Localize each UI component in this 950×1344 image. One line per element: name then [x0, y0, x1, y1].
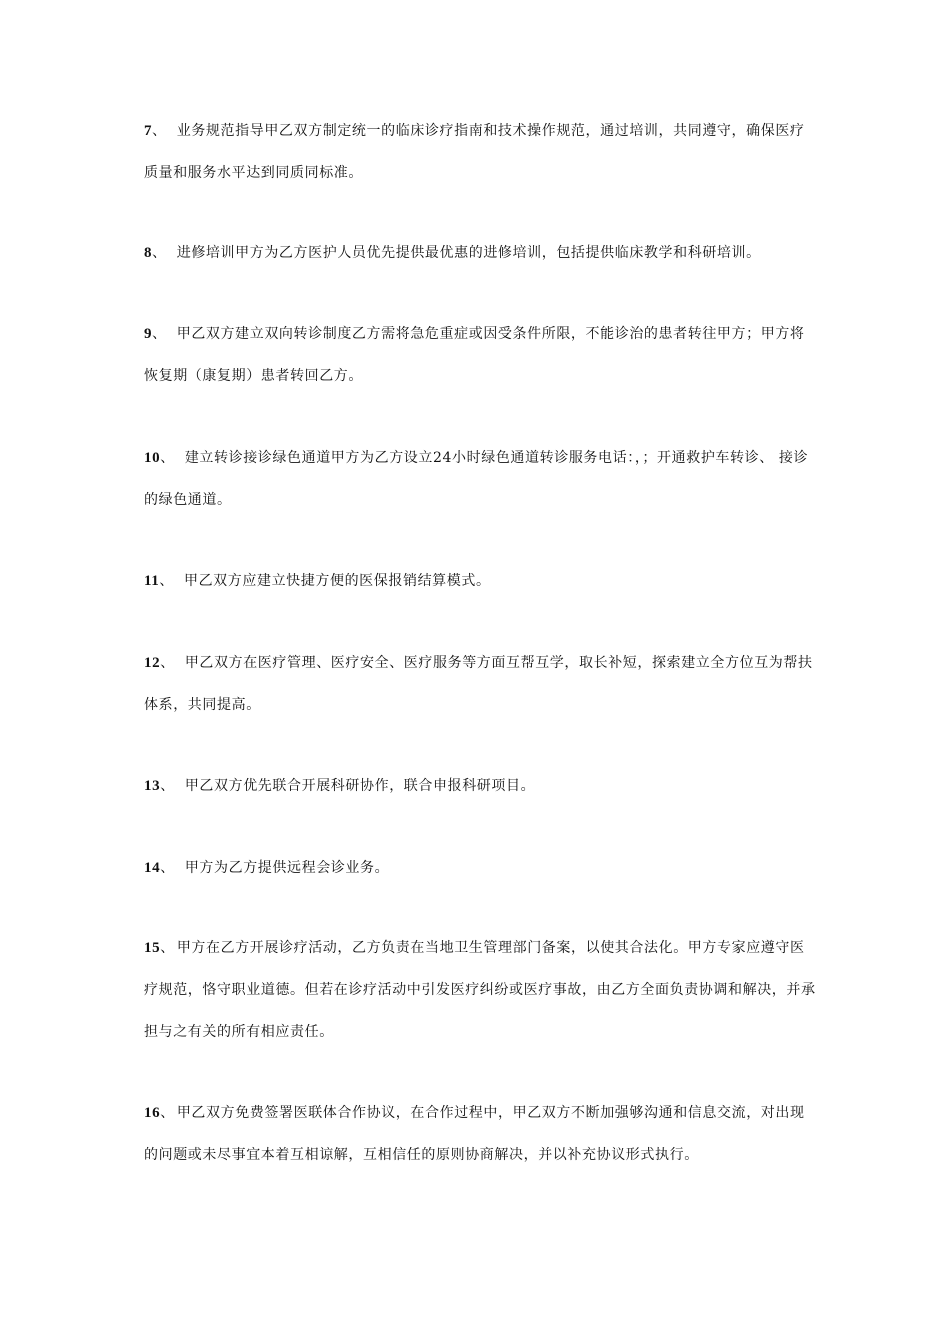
- clause-separator: 、: [160, 450, 175, 466]
- clause-text: 甲乙双方免费签署医联体合作协议，在合作过程中，甲乙双方不断加强够沟通和信息交流，对出现的问题或未尽事宜本着互相谅解，互相信任的原则协商解决，并以补充协议形式执行。: [144, 1105, 805, 1163]
- clause-separator: 、: [152, 326, 167, 342]
- clause-number: 11: [144, 573, 160, 589]
- clause-separator: 、: [152, 245, 167, 261]
- clause-12: [144, 642, 819, 726]
- clause-text: 甲乙双方在医疗管理、医疗安全、医疗服务等方面互帮互学，取长补短，探索建立全方位互为帮扶体系，共同提高。: [144, 655, 813, 713]
- clause-number: 8: [144, 245, 153, 261]
- clause-number: 16: [144, 1105, 161, 1121]
- clause-9: [144, 313, 819, 397]
- clause-separator: 、: [160, 940, 175, 956]
- clause-10: [144, 437, 819, 521]
- clause-7: [144, 110, 819, 194]
- clause-number: 14: [144, 860, 161, 876]
- clause-11: [144, 560, 819, 602]
- clause-text: 甲乙双方优先联合开展科研协作，联合申报科研项目。: [184, 778, 536, 794]
- clause-separator: 、: [160, 860, 175, 876]
- clause-number: 15: [144, 940, 161, 956]
- clause-number: 12: [144, 655, 161, 671]
- clause-14: [144, 847, 819, 889]
- clause-text: 业务规范指导甲乙双方制定统一的临床诊疗指南和技术操作规范，通过培训，共同遵守，确保医疗质量和服务水平达到同质同标准。: [144, 123, 805, 181]
- clause-number: 13: [144, 778, 161, 794]
- clause-separator: 、: [159, 573, 174, 589]
- clause-number: 7: [144, 123, 153, 139]
- clause-separator: 、: [160, 778, 175, 794]
- clause-separator: 、: [160, 1105, 175, 1121]
- clause-text: 建立转诊接诊绿色通道甲方为乙方设立24小时绿色通道转诊服务电话：，；开通救护车转诊、 接诊的绿色通道。: [144, 450, 809, 508]
- clause-15: [144, 927, 819, 1053]
- clause-13: [144, 765, 819, 807]
- clause-number: 10: [144, 450, 161, 466]
- clause-number: 9: [144, 326, 153, 342]
- clause-separator: 、: [160, 655, 175, 671]
- clause-text: 甲乙双方建立双向转诊制度乙方需将急危重症或因受条件所限，不能诊治的患者转往甲方；甲方将恢复期（康复期）患者转回乙方。: [144, 326, 805, 384]
- clause-separator: 、: [152, 123, 167, 139]
- clause-text: 进修培训甲方为乙方医护人员优先提供最优惠的进修培训，包括提供临床教学和科研培训。: [176, 245, 761, 261]
- clause-text: 甲方为乙方提供远程会诊业务。: [184, 860, 390, 876]
- clause-8: [144, 232, 819, 274]
- clause-text: 甲乙双方应建立快捷方便的医保报销结算模式。: [183, 573, 491, 589]
- clause-text: 甲方在乙方开展诊疗活动，乙方负责在当地卫生管理部门备案，以使其合法化。甲方专家应遵守医疗规范，恪守职业道德。但若在诊疗活动中引发医疗纠纷或医疗事故，由乙方全面负责协调和解决，并承担与之有关的所有相应责任。: [144, 940, 816, 1040]
- clause-16: [144, 1092, 819, 1176]
